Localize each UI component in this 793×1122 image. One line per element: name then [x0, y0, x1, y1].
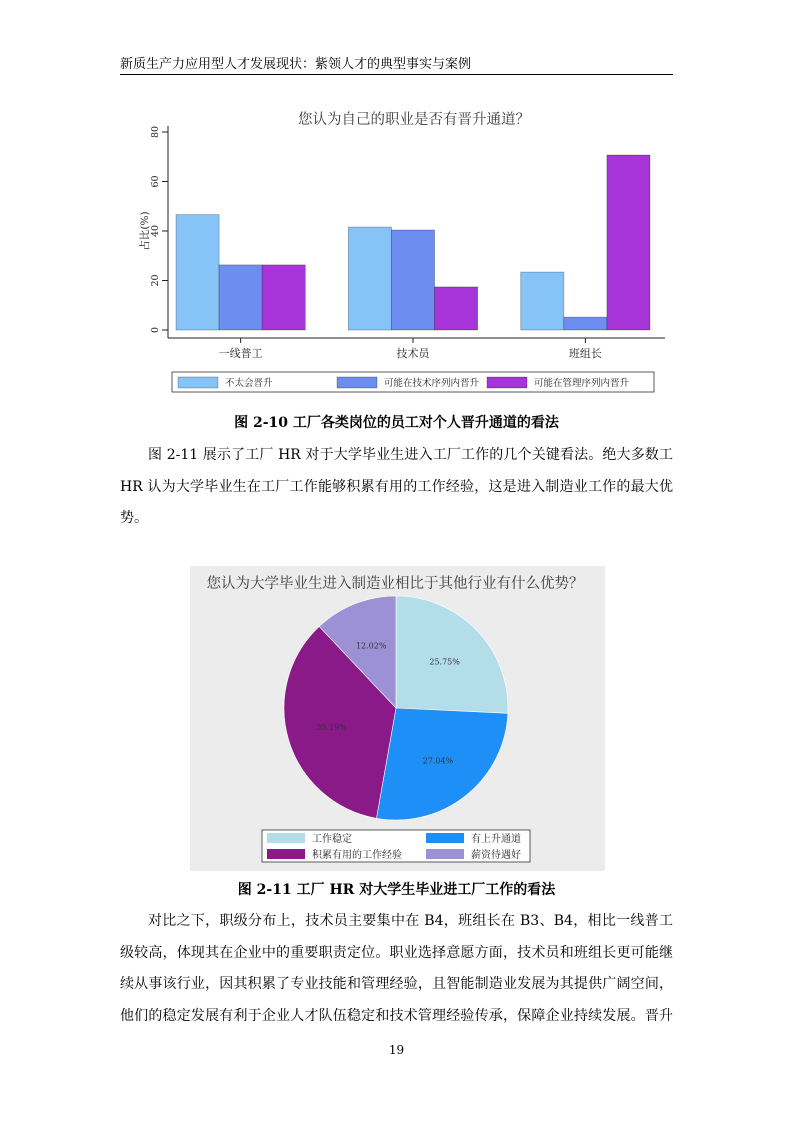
- paragraph-line: 对比之下，职级分布上，技术员主要集中在 B4，班组长在 B3、B4，相比一线普工: [148, 913, 673, 929]
- pie-value-label-2: 27.04%: [422, 756, 454, 766]
- paragraph-line: 他们的稳定发展有利于企业人才队伍稳定和技术管理经验传承，保障企业持续发展。晋升: [120, 1007, 673, 1024]
- pie-value-label-1: 25.75%: [429, 657, 460, 667]
- legend-label-2: 有上升通道: [471, 834, 521, 845]
- running-title: 新质生产力应用型人才发展现状：紫领人才的典型事实与案例: [120, 57, 472, 72]
- bar-1-2: [219, 265, 262, 330]
- page-number: 19: [388, 1043, 405, 1057]
- legend-label-1: 工作稳定: [312, 834, 352, 845]
- y-tick-label-60: 60: [150, 175, 161, 188]
- legend-label-2: 可能在技术序列内晋升: [384, 378, 480, 389]
- paragraph-line: 级较高，体现其在企业中的重要职责定位。职业选择意愿方面，技术员和班组长更可能继: [120, 944, 673, 961]
- x-tick-label-1: 一线普工: [218, 347, 263, 360]
- legend-label-3: 积累有用的工作经验: [312, 850, 402, 861]
- legend-label-4: 薪资待遇好: [471, 850, 521, 861]
- bar-2-2: [391, 230, 434, 330]
- bar-1-1: [176, 215, 219, 330]
- bar-2-3: [435, 287, 478, 330]
- bar-chart-promotion-channel: [120, 96, 673, 408]
- bar-3-1: [521, 272, 564, 330]
- chart-title: 您认为大学毕业生进入制造业相比于其他行业有什么优势？: [206, 576, 584, 592]
- paragraph-line: 势。: [120, 510, 148, 526]
- paragraph-line: 续从事该行业，因其积累了专业技能和管理经验，且智能制造业发展为其提供广阔空间，: [120, 976, 673, 992]
- legend-swatch-1: [267, 833, 305, 843]
- legend-label-1: 不太会晋升: [225, 378, 273, 389]
- y-tick-label-0: 0: [150, 326, 161, 334]
- paragraph-line: 图 2-11 展示了工厂 HR 对于大学毕业生进入工厂工作的几个关键看法。绝大多数工: [148, 447, 673, 463]
- chart-title: 您认为自己的职业是否有晋升通道？: [298, 112, 530, 128]
- y-axis-label: 占比(%): [139, 211, 151, 251]
- body-paragraph-2: [120, 906, 673, 1032]
- pie-slice-1: [396, 596, 508, 713]
- figure-caption-2-10: 图 2-10 工厂各类岗位的员工对个人晋升通道的看法: [234, 415, 559, 431]
- legend-swatch-4: [426, 849, 464, 859]
- legend-label-3: 可能在管理序列内晋升: [534, 378, 630, 389]
- legend-swatch-3: [267, 849, 305, 859]
- pie-chart-hr-views: [190, 566, 605, 871]
- pie-value-label-3: 35.19%: [316, 723, 347, 733]
- paragraph-line: HR 认为大学毕业生在工厂工作能够积累有用的工作经验，这是进入制造业工作的最大优: [120, 478, 673, 495]
- y-tick-label-40: 40: [150, 224, 161, 238]
- legend-swatch-2: [426, 833, 464, 843]
- legend-swatch-2: [337, 377, 377, 388]
- header-rule: [120, 74, 673, 75]
- legend-swatch-1: [178, 377, 218, 388]
- figure-caption-2-11: 图 2-11 工厂 HR 对大学生毕业进工厂工作的看法: [237, 882, 556, 898]
- bar-1-3: [262, 265, 305, 330]
- legend-swatch-3: [487, 377, 527, 388]
- bar-3-2: [564, 317, 607, 330]
- body-paragraph-1: [120, 440, 673, 535]
- y-tick-label-80: 80: [150, 125, 161, 139]
- pie-value-label-4: 12.02%: [355, 641, 387, 651]
- y-tick-label-20: 20: [150, 274, 161, 287]
- x-tick-label-3: 班组长: [568, 347, 602, 360]
- bar-2-1: [348, 227, 391, 330]
- bar-3-3: [607, 155, 650, 330]
- x-tick-label-2: 技术员: [396, 347, 430, 360]
